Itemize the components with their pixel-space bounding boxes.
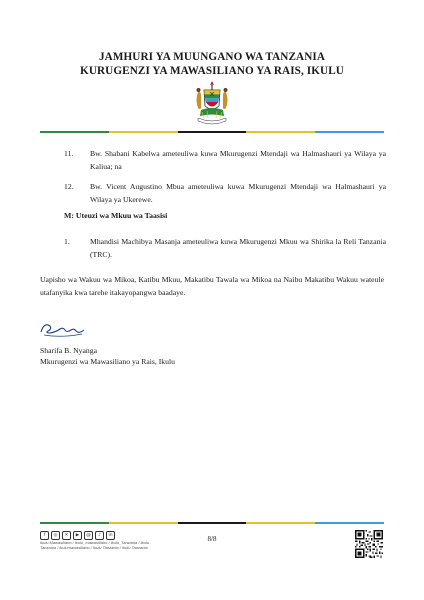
section-heading: M: Uteuzi wa Mkuu wa Taasisi bbox=[64, 211, 168, 220]
list-item-text: Bw. Shabani Kabelwa ameteuliwa kuwa Mkurugenzi Mtendaji wa Halmashauri ya Wilaya ya Kaliua; na bbox=[90, 149, 386, 171]
signature-image bbox=[38, 318, 88, 340]
list-item-text: Mhandisi Machibya Masanja ameteuliwa kuwa Mkurugenzi Mkuu wa Shirika la Reli Tanzania (TRC). bbox=[90, 237, 386, 259]
footer-divider bbox=[40, 522, 384, 524]
signatory-title: Mkurugenzi wa Mawasiliano ya Rais, Ikulu bbox=[40, 357, 175, 366]
list-item-text: Bw. Vicent Augustino Mbua ameteuliwa kuwa Mkurugenzi Mtendaji wa Halmashauri ya Wilaya ya Ukerewe. bbox=[90, 182, 386, 204]
list-item bbox=[64, 235, 386, 261]
header-divider bbox=[40, 131, 384, 133]
qr-code-icon bbox=[355, 530, 383, 558]
list-item-number: 11. bbox=[64, 149, 74, 158]
header-title bbox=[0, 50, 424, 78]
header-line-1: JAMHURI YA MUUNGANO WA TANZANIA bbox=[98, 51, 326, 63]
facebook-icon[interactable]: f bbox=[40, 531, 49, 540]
list-item-number: 12. bbox=[64, 182, 74, 191]
coat-of-arms-icon bbox=[188, 80, 236, 128]
header-line-2: KURUGENZI YA MAWASILIANO YA RAIS, IKULU bbox=[80, 65, 344, 77]
tiktok-icon[interactable]: ♪ bbox=[95, 531, 104, 540]
twitter-icon[interactable]: ✕ bbox=[62, 531, 71, 540]
youtube-icon[interactable]: ▶ bbox=[73, 531, 82, 540]
threads-icon[interactable]: @ bbox=[84, 531, 93, 540]
social-handles: Ikulu Mawasiliano / ikulu_mawasiliano / ikulu_Tanzania / Ikulu Tanzania / ikulumawasiliano / Ikulu Tanzania / Ikulu Tanzania bbox=[40, 540, 150, 550]
list-item bbox=[64, 147, 386, 173]
instagram-icon[interactable]: ◎ bbox=[51, 531, 60, 540]
signatory-name: Sharifa B. Nyanga bbox=[40, 346, 97, 355]
signatory-block bbox=[40, 345, 175, 367]
closing-paragraph: Uapisho wa Wakuu wa Mikoa, Katibu Mkuu, Makatibu Tawala wa Mikoa na Naibu Makatibu Wakuu wateule utafanyika kwa tarehe itakayopangwa baadaye. bbox=[40, 275, 384, 297]
page-number: 8/8 bbox=[207, 535, 217, 543]
linkedin-icon[interactable]: in bbox=[106, 531, 115, 540]
list-item-number: 1. bbox=[64, 237, 70, 246]
list-item bbox=[64, 180, 386, 206]
